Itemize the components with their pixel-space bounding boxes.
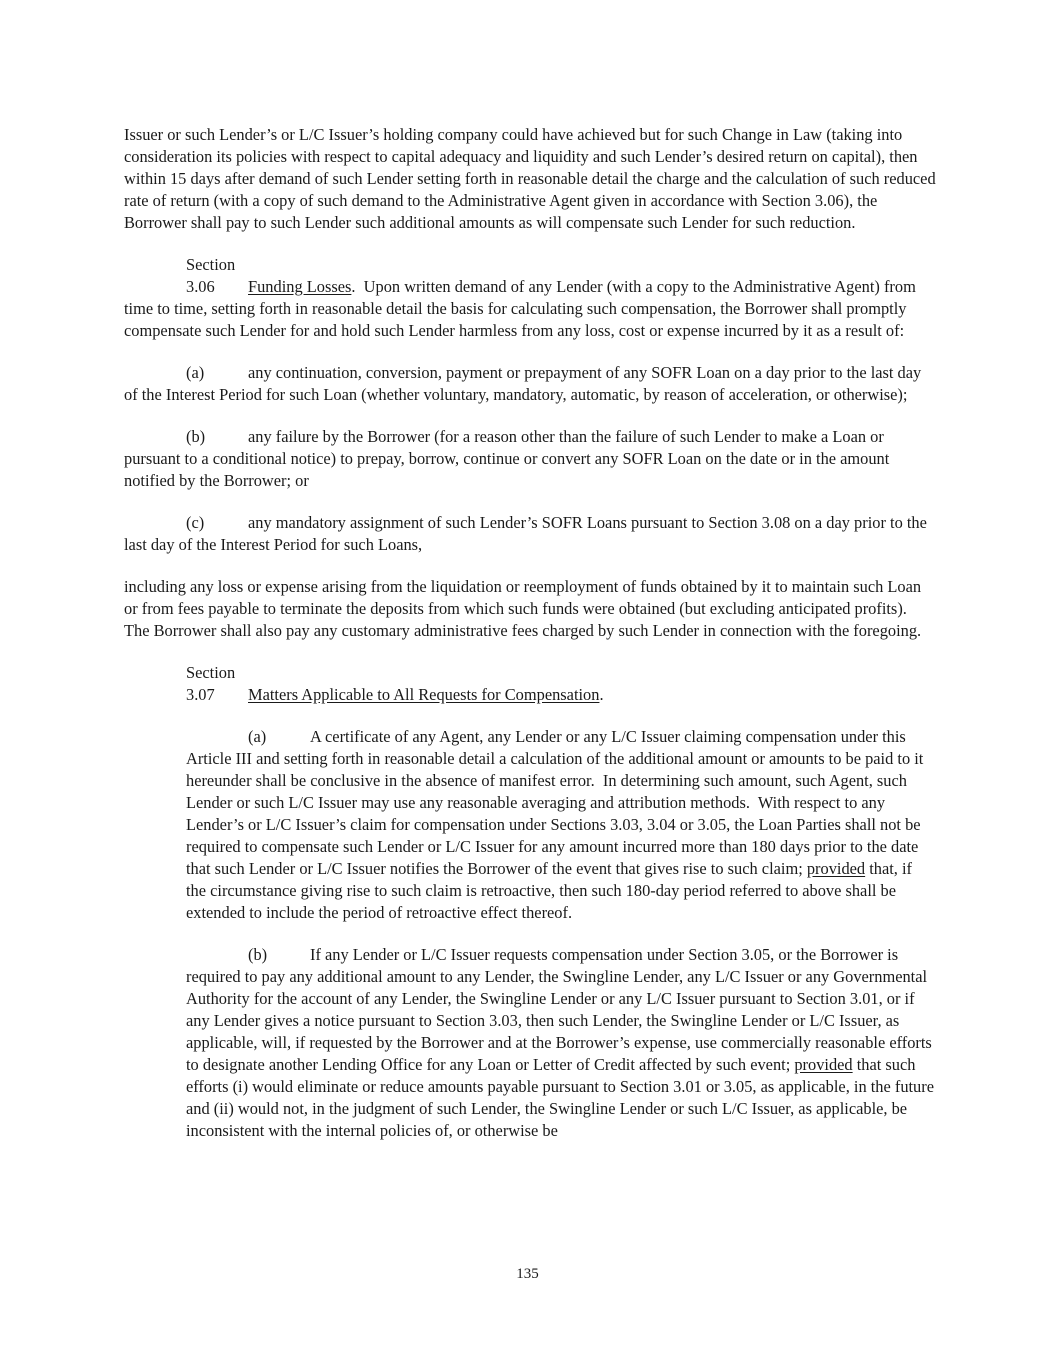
item-text: any mandatory assignment of such Lender’s SOFR Loans pursuant to Section 3.08 on a day prior to the last day of the Interest Period for such Loans, xyxy=(124,513,927,554)
section-3-06-title-period: . xyxy=(351,277,356,296)
section-3-07-heading xyxy=(186,662,936,706)
item-text-before: A certificate of any Agent, any Lender or any L/C Issuer claiming compensation under this Article III and setting forth in reasonable detail a calculation of the additional amount or amounts to be paid to it hereunder shall be conclusive in the absence of manifest error. In determining such amount, such Agent, such Lender or such L/C Issuer may use any reasonable averaging and attribution methods. With respect to any Lender’s or L/C Issuer’s claim for compensation under Sections 3.03, 3.04 or 3.05, the Loan Parties shall not be required to compensate such Lender or L/C Issuer for any amount incurred more than 180 days prior to the date that such Lender or L/C Issuer notifies the Borrower of the event that gives rise to such claim; xyxy=(186,727,928,878)
section-3-06-label: Section 3.06 xyxy=(186,255,236,296)
section-3-06-body: Upon written demand of any Lender (with a copy to the Administrative Agent) from time to time, setting forth in reasonable detail the basis for calculating such compensation, the Borrower shall promptly compensate such Lender for and hold such Lender harmless from any loss, cost or expense incurred by it as a result of: xyxy=(124,277,920,340)
section-3-07-item-b xyxy=(186,944,939,1142)
provided-term: provided xyxy=(794,1055,853,1074)
item-text-after: that, if the circumstance giving rise to such claim is retroactive, then such 180-day period referred to above shall be extended to include the period of retroactive effect thereof. xyxy=(186,859,917,922)
item-text-after: that such efforts (i) would eliminate or reduce amounts payable pursuant to Section 3.01 or 3.05, as applicable, in the future and (ii) would not, in the judgment of such Lender, the Swingline Lender or such L/C Issuer, as applicable, be inconsistent with the internal policies of, or otherwise be xyxy=(186,1055,939,1140)
provided-term: provided xyxy=(806,859,866,878)
section-3-07-label: Section 3.07 xyxy=(186,663,236,704)
section-3-06-closing-paragraph: including any loss or expense arising from the liquidation or reemployment of funds obtained by it to maintain such Loan or from fees payable to terminate the deposits from which such funds were obtained (but excluding anticipated profits). The Borrower shall also pay any customary administrative fees charged by such Lender in connection with the foregoing. xyxy=(124,577,926,640)
section-3-07-item-a xyxy=(186,726,936,924)
document-page xyxy=(124,124,939,1162)
item-marker: (b) xyxy=(186,427,206,446)
page-number: 135 xyxy=(516,1266,539,1282)
item-text: any failure by the Borrower (for a reason other than the failure of such Lender to make a Loan or pursuant to a conditional notice) to prepay, borrow, continue or convert any SOFR Loan on the date or in the amount notified by the Borrower; or xyxy=(124,427,890,490)
section-3-06-paragraph xyxy=(124,254,936,342)
section-3-06-item-a xyxy=(124,362,936,406)
item-marker: (a) xyxy=(248,727,267,746)
section-3-06-title: Funding Losses xyxy=(248,277,352,296)
item-marker: (a) xyxy=(186,363,205,382)
section-3-07-title-period: . xyxy=(599,685,604,704)
section-3-06-item-c xyxy=(124,512,936,556)
item-marker: (b) xyxy=(248,945,268,964)
section-3-06-item-b xyxy=(124,426,936,492)
intro-paragraph: Issuer or such Lender’s or L/C Issuer’s holding company could have achieved but for such Change in Law (taking into consideration its policies with respect to capital adequacy and liquidity and such Lender’s desired return on capital), then within 15 days after demand of such Lender setting forth in reasonable detail the charge and the calculation of such reduced rate of return (with a copy of such demand to the Administrative Agent given in accordance with Section 3.06), the Borrower shall pay to such Lender such additional amounts as will compensate such Lender for such reduction. xyxy=(124,125,936,232)
item-marker: (c) xyxy=(186,513,205,532)
item-text-before: If any Lender or L/C Issuer requests compensation under Section 3.05, or the Borrower is required to pay any additional amount to any Lender, the Swingline Lender, any L/C Issuer or any Governmental Authority for the account of any Lender, the Swingline Lender or any L/C Issuer pursuant to Section 3.01, or if any Lender gives a notice pursuant to Section 3.03, then such Lender, the Swingline Lender or L/C Issuer, as applicable, will, if requested by the Borrower and at the Borrower’s expense, use commercially reasonable efforts to designate another Lending Office for any Loan or Letter of Credit affected by such event; xyxy=(186,945,936,1074)
section-3-07-title: Matters Applicable to All Requests for Compensation xyxy=(248,685,600,704)
item-text: any continuation, conversion, payment or prepayment of any SOFR Loan on a day prior to the last day of the Interest Period for such Loan (whether voluntary, mandatory, automatic, by reason of acceleration, or otherwise); xyxy=(124,363,922,404)
